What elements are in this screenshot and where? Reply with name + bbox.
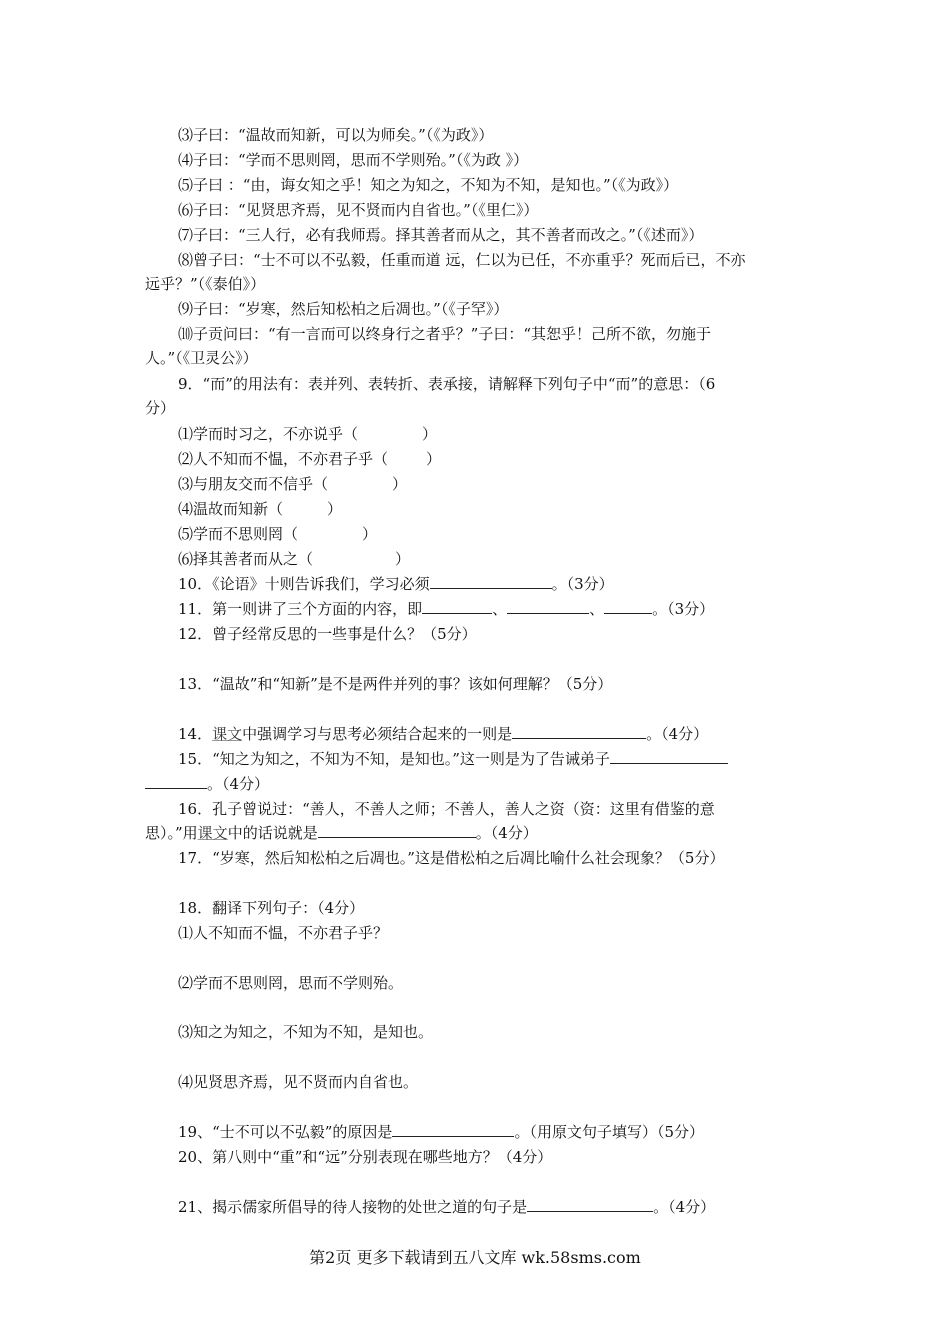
q10-answer-blank[interactable] xyxy=(430,574,552,589)
q16-answer-blank[interactable] xyxy=(318,823,476,838)
page-footer: 第2页 更多下载请到五八文库 wk.58sms.com xyxy=(309,1248,641,1267)
q15-answer-blank-2[interactable] xyxy=(145,774,207,789)
q17: 17．“岁寒，然后知松柏之后凋也。”这是借松柏之后凋比喻什么社会现象？（5分） xyxy=(178,849,725,867)
q21-answer-blank[interactable] xyxy=(527,1197,653,1212)
quote-10-line2: 人。”（《卫灵公》） xyxy=(145,349,258,367)
q11: 11．第一则讲了三个方面的内容，即 、 、 。（3分） xyxy=(178,600,715,618)
q18-item-4: ⑷见贤思齐焉，见不贤而内自省也。 xyxy=(178,1073,419,1091)
q18-item-1: ⑴人不知而不愠，不亦君子乎？ xyxy=(178,924,389,942)
q11-answer-blank-2[interactable] xyxy=(507,599,589,614)
q19: 19、“士不可以不弘毅”的原因是 。（用原文句子填写）（5分） xyxy=(178,1123,704,1141)
q18-item-2: ⑵学而不思则罔，思而不学则殆。 xyxy=(178,974,404,992)
q9-item-2: ⑵人不知而不愠，不亦君子乎（ ） xyxy=(178,450,442,468)
q10: 10．《论语》十则告诉我们，学习必须 。（3分） xyxy=(178,575,614,593)
q18-item-3: ⑶知之为知之，不知为不知，是知也。 xyxy=(178,1023,434,1041)
q15-line1: 15．“知之为知之，不知为不知，是知也。”这一则是为了告诫弟子 xyxy=(178,749,728,769)
quote-4: ⑷子曰：“学而不思则罔，思而不学则殆。”（《为政 》） xyxy=(178,151,529,169)
quote-3: ⑶子曰：“温故而知新，可以为师矣。”（《为政》） xyxy=(178,126,494,144)
q16-line1: 16．孔子曾说过：“善人，不善人之师；不善人，善人之资（资：这里有借鉴的意 xyxy=(178,800,715,818)
q9-prompt: 9．“而”的用法有：表并列、表转折、表承接，请解释下列句子中“而”的意思：（6 xyxy=(178,375,716,393)
quote-8-line2: 远乎？”（《泰伯》） xyxy=(145,275,266,293)
q9-item-3: ⑶与朋友交而不信乎（ ） xyxy=(178,475,408,493)
q9-prompt-cont: 分） xyxy=(145,399,176,417)
q11-answer-blank-1[interactable] xyxy=(422,599,492,614)
q20: 20、第八则中“重”和“远”分别表现在哪些地方？（4分） xyxy=(178,1148,553,1166)
q15-line2: 。（4分） xyxy=(145,774,269,794)
quote-7: ⑺子曰：“三人行，必有我师焉。择其善者而从之，其不善者而改之。”（《述而》） xyxy=(178,226,704,244)
q16-line2: 思）。”用课文中的话说就是 。（4分） xyxy=(145,824,538,842)
textbook-link[interactable]: 课文 xyxy=(212,725,243,743)
q13: 13．“温故”和“知新”是不是两件并列的事？该如何理解？（5分） xyxy=(178,675,613,693)
q11-answer-blank-3[interactable] xyxy=(604,599,652,614)
quote-9: ⑼子曰：“岁寒，然后知松柏之后凋也。”（《子罕》） xyxy=(178,300,509,318)
textbook-link[interactable]: 课文 xyxy=(197,824,228,842)
q21: 21、揭示儒家所倡导的待人接物的处世之道的句子是 。（4分） xyxy=(178,1198,716,1216)
q9-item-4: ⑷温故而知新（ ） xyxy=(178,500,343,518)
q12: 12．曾子经常反思的一些事是什么？（5分） xyxy=(178,625,477,643)
q19-answer-blank[interactable] xyxy=(392,1122,514,1137)
q9-item-5: ⑸学而不思则罔（ ） xyxy=(178,525,378,543)
q14-answer-blank[interactable] xyxy=(512,724,646,739)
q15-answer-blank-1[interactable] xyxy=(610,749,728,764)
quote-10-line1: ⑽子贡问曰：“有一言而可以终身行之者乎？”子曰：“其恕乎！己所不欲，勿施于 xyxy=(178,325,712,343)
q14: 14．课文中强调学习与思考必须结合起来的一则是 。（4分） xyxy=(178,725,709,743)
quote-6: ⑹子曰：“见贤思齐焉，见不贤而内自省也。”（《里仁》） xyxy=(178,201,539,219)
q18-title: 18．翻译下列句子：（4分） xyxy=(178,899,365,917)
quote-5: ⑸子曰 ：“由，诲女知之乎！知之为知之，不知为不知，是知也。”（《为政》） xyxy=(178,176,679,194)
q9-item-6: ⑹择其善者而从之（ ） xyxy=(178,550,411,568)
q9-item-1: ⑴学而时习之，不亦说乎（ ） xyxy=(178,425,438,443)
quote-8-line1: ⑻曾子曰：“士不可以不弘毅，任重而道 远，仁以为已任，不亦重乎？死而后已，不亦 xyxy=(178,251,746,269)
